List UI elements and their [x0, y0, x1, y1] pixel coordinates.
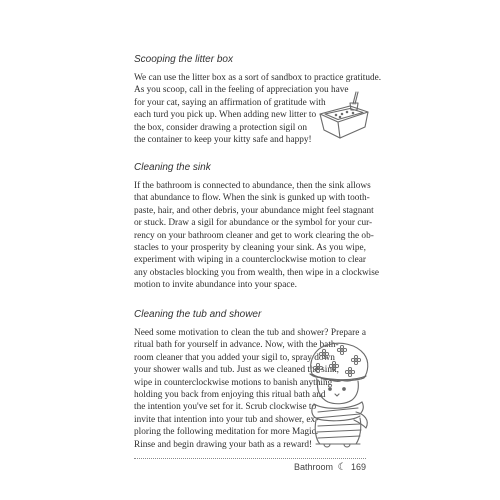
crescent-moon-icon: ☾	[337, 462, 347, 473]
text-line: for your cat, saying an affirmation of gratitude with	[134, 97, 326, 108]
page-number: 169	[350, 462, 366, 472]
text-line: invite that intention into your tub and shower, ex-	[134, 414, 319, 425]
text-line: or stuck. Draw a sigil for abundance or the symbol for your cur-	[134, 218, 373, 229]
text-line: Rinse and begin drawing your bath as a reward!	[134, 439, 313, 450]
text-line: room cleaner that you added your sigil to, spray down	[134, 352, 335, 363]
paragraph-sink	[134, 180, 380, 292]
text-line: As you scoop, call in the feeling of appreciation you have	[134, 85, 349, 96]
text-line: any obstacles blocking you from wealth, then wipe in a clockwise	[134, 267, 380, 278]
section-heading-litter-box: Scooping the litter box	[134, 54, 233, 65]
running-head: Bathroom	[293, 462, 333, 472]
text-line: holding you back from enjoying this ritual bath and	[134, 390, 326, 401]
litter-box-illustration	[316, 90, 370, 140]
footer-dotted-rule	[134, 458, 366, 459]
text-line: paste, hair, and other debris, your abundance might feel stagnant	[134, 205, 374, 216]
text-line: the container to keep your kitty safe and happy!	[134, 135, 312, 146]
text-line: each turd you pick up. When adding new litter to	[134, 110, 317, 121]
text-line: your shower walls and tub. Just as we cleaned the sink,	[134, 365, 340, 376]
text-line: experiment with wiping in a counterclockwise motion to clear	[134, 255, 366, 266]
text-line: the intention you've set for it. Scrub clockwise to	[134, 402, 317, 413]
text-line: We can use the litter box as a sort of sandbox to practice gratitude.	[134, 73, 382, 83]
cat-illustration	[304, 340, 372, 452]
text-line: ploring the following meditation for more Magic.	[134, 427, 319, 438]
text-line: Need some motivation to clean the tub and shower? Prepare a	[134, 328, 366, 338]
text-line: wipe in counterclockwise motions to banish anything	[134, 377, 333, 388]
text-line: ritual bath for yourself in advance. Now, with the bath-	[134, 340, 339, 351]
text-line: stacles to your prosperity by cleaning your sink. As you wipe,	[134, 243, 366, 254]
text-line: rency on your bathroom cleaner and get to work clearing the ob-	[134, 230, 374, 241]
text-line: that abundance to flow. When the sink is gunked up with tooth-	[134, 193, 370, 204]
text-line: If the bathroom is connected to abundance, then the sink allows	[134, 181, 371, 191]
page-footer	[294, 462, 366, 473]
text-line: motion to invite abundance into your space.	[134, 280, 297, 291]
section-heading-tub-shower: Cleaning the tub and shower	[134, 309, 262, 320]
text-line: the box, consider drawing a protection sigil on	[134, 122, 307, 133]
section-heading-sink: Cleaning the sink	[134, 162, 211, 173]
